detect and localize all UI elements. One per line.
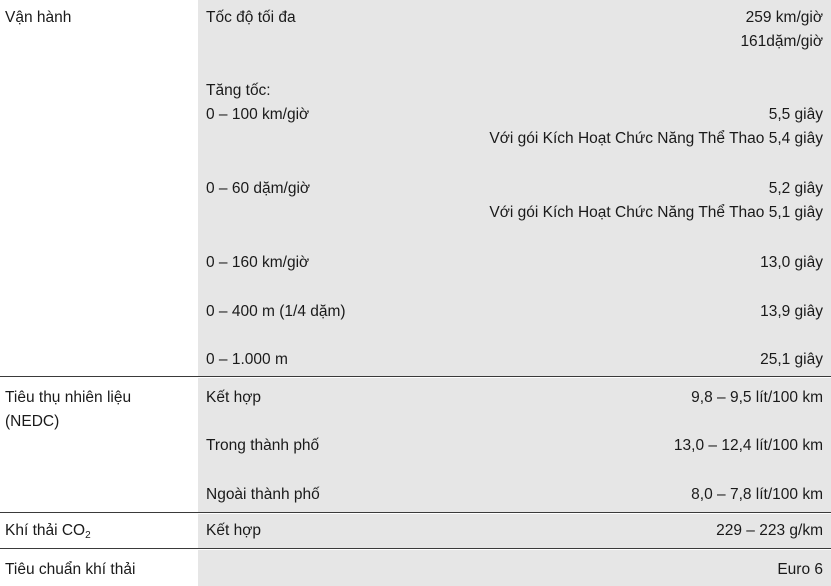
row-value-accel-0-60 [489, 177, 823, 225]
row-value-top-speed [740, 6, 823, 54]
row-label-accel-0-160: 0 – 160 km/giờ [206, 254, 310, 271]
co2-label-sub: 2 [85, 530, 91, 541]
row-value-fuel-urban: 13,0 – 12,4 lít/100 km [673, 437, 823, 454]
row-value-fuel-combined: 9,8 – 9,5 lít/100 km [691, 389, 823, 406]
row-label-top-speed: Tốc độ tối đa [206, 9, 296, 26]
section-body-fuel [198, 378, 831, 512]
section-fuel [0, 378, 831, 512]
section-label-emission-standard: Tiêu chuẩn khí thải [5, 561, 136, 578]
section-emission-standard [0, 550, 831, 586]
fuel-label-line2: (NEDC) [5, 413, 60, 430]
section-body-performance [198, 0, 831, 377]
accel-0-100-sport-value: Với gói Kích Hoạt Chức Năng Thể Thao 5,4 giây [489, 130, 823, 147]
accel-heading: Tăng tốc: [206, 82, 271, 99]
row-label-fuel-urban: Trong thành phố [206, 437, 320, 454]
top-speed-kmh: 259 km/giờ [745, 9, 823, 26]
row-label-accel-0-400m: 0 – 400 m (1/4 dặm) [206, 303, 346, 320]
row-label-fuel-extra-urban: Ngoài thành phố [206, 486, 320, 503]
row-value-co2-combined: 229 – 223 g/km [716, 522, 823, 539]
row-label-accel-0-60: 0 – 60 dặm/giờ [206, 180, 311, 197]
section-body-co2 [198, 514, 831, 548]
row-label-fuel-combined: Kết hợp [206, 389, 261, 406]
divider [0, 512, 831, 513]
section-co2 [0, 514, 831, 548]
accel-0-100-value: 5,5 giây [768, 106, 823, 123]
section-label-fuel [5, 386, 190, 434]
row-label-accel-0-100: 0 – 100 km/giờ [206, 106, 310, 123]
row-label-co2-combined: Kết hợp [206, 522, 261, 539]
row-value-accel-0-400m: 13,9 giây [760, 303, 823, 320]
co2-label-prefix: Khí thải CO [5, 522, 86, 539]
section-body-emission-standard [198, 550, 831, 586]
accel-0-60-sport-value: Với gói Kích Hoạt Chức Năng Thể Thao 5,1 giây [489, 204, 823, 221]
row-value-fuel-extra-urban: 8,0 – 7,8 lít/100 km [691, 486, 823, 503]
divider [0, 376, 831, 377]
section-label-performance: Vận hành [5, 9, 72, 26]
section-label-co2 [5, 519, 190, 543]
row-value-accel-0-100 [489, 103, 823, 151]
row-value-accel-0-160: 13,0 giây [760, 254, 823, 271]
fuel-label-line1: Tiêu thụ nhiên liệu [5, 389, 132, 406]
row-value-emission-standard: Euro 6 [777, 561, 823, 578]
accel-0-60-value: 5,2 giây [768, 180, 823, 197]
divider [0, 548, 831, 549]
row-label-accel-0-1000m: 0 – 1.000 m [206, 351, 288, 368]
row-value-accel-0-1000m: 25,1 giây [760, 351, 823, 368]
top-speed-mph: 161dặm/giờ [740, 33, 823, 50]
